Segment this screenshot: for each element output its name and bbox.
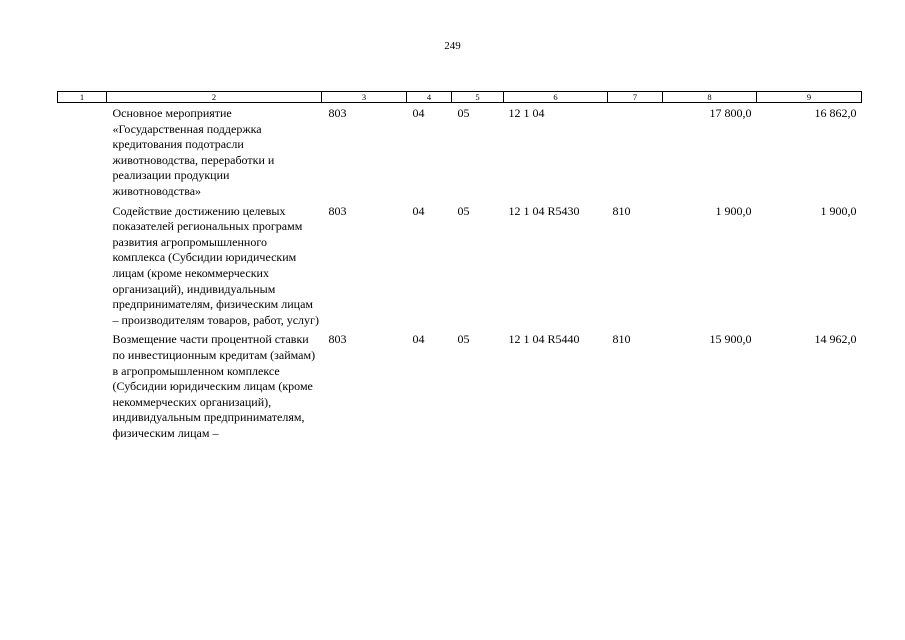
cell-expense-type: 810 [612,332,631,347]
table-row [58,329,862,442]
cell-subsection: 05 [457,106,470,120]
cell-subsection: 05 [457,332,470,347]
cell-section: 04 [412,203,425,218]
cell-name: Основное мероприятие «Государственная поддержка кредитования подотрасли животноводства, переработки и реализации продукции животноводства» [112,106,275,198]
column-header-6: 6 [504,92,608,103]
column-header-9: 9 [757,92,862,103]
cell-name: Содействие достижению целевых показателей региональных программ развития агропромышленного комплекса (Субсидии юридическим лицам (кроме некоммерческих организаций), индивидуальным предпринимателям, физическим лицам – производителям товаров, работ, услуг) [112,203,319,327]
cell-amount-col-8: 1 900,0 [715,203,752,218]
cell-expense-type [608,103,663,201]
cell-amount-col-9: 16 862,0 [814,106,857,120]
cell-target-article: 12 1 04 [508,106,545,120]
cell-expense-type: 810 [612,203,631,218]
column-header-1: 1 [58,92,107,103]
cell-target-article: 12 1 04 R5430 [508,203,580,218]
cell-col-1 [58,103,107,201]
table-row [58,103,862,201]
cell-ministry-code: 803 [328,106,347,120]
cell-col-1 [58,329,107,442]
cell-col-1 [58,201,107,330]
page-number: 249 [444,40,461,52]
column-header-8: 8 [663,92,757,103]
header-row [58,92,862,103]
table-row [58,201,862,330]
column-header-5: 5 [452,92,504,103]
cell-amount-col-9: 14 962,0 [814,332,857,347]
cell-amount-col-9: 1 900,0 [820,203,857,218]
budget-table [57,91,862,442]
cell-ministry-code: 803 [328,203,347,218]
cell-section: 04 [412,332,425,347]
cell-subsection: 05 [457,203,470,218]
cell-section: 04 [412,106,425,120]
column-header-7: 7 [608,92,663,103]
cell-name: Возмещение части процентной ставки по инвестиционным кредитам (займам) в агропромышленном комплексе (Субсидии юридическим лицам (кроме некоммерческих организаций), индивидуальным предпринимателям, физическим лицам – [112,332,316,440]
column-header-2: 2 [107,92,322,103]
cell-ministry-code: 803 [328,332,347,347]
cell-target-article: 12 1 04 R5440 [508,332,580,347]
column-header-3: 3 [322,92,407,103]
cell-amount-col-8: 15 900,0 [709,332,752,347]
cell-amount-col-8: 17 800,0 [709,106,752,120]
column-header-4: 4 [407,92,452,103]
